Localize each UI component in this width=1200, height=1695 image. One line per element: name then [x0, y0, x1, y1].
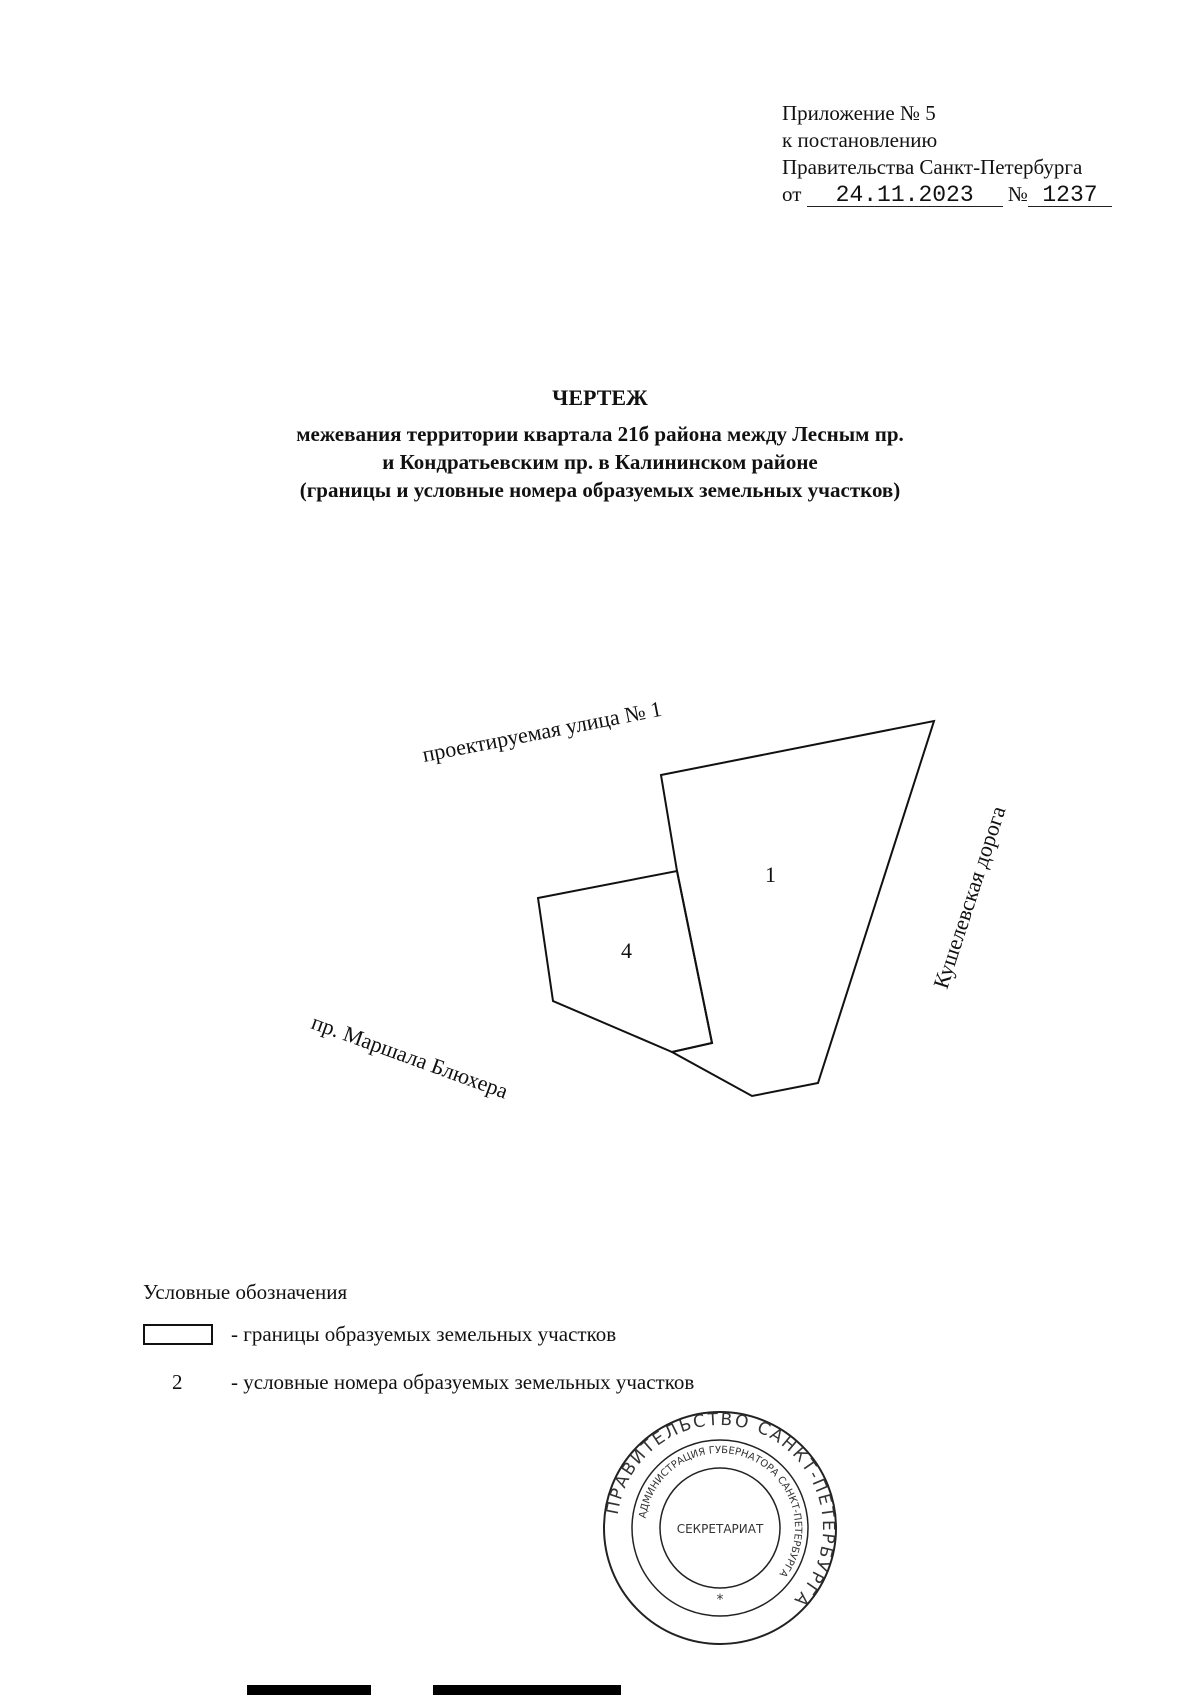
number-prefix: № [1007, 182, 1028, 206]
decree-number: 1237 [1028, 184, 1112, 207]
appendix-line-1: Приложение № 5 [782, 101, 936, 125]
legend-number-sample: 2 [172, 1370, 183, 1394]
legend-boundary-symbol [143, 1324, 213, 1345]
legend-boundary-text: - границы образуемых земельных участков [231, 1322, 617, 1346]
stamp-inner-text: АДМИНИСТРАЦИЯ ГУБЕРНАТОРА САНКТ-ПЕТЕРБУРГА [637, 1444, 804, 1579]
legend-title: Условные обозначения [143, 1280, 348, 1304]
street-label-right: Кушелевская дорога [927, 802, 1011, 992]
scan-edge-bar-right [433, 1685, 621, 1695]
stamp-outer-text: ПРАВИТЕЛЬСТВО САНКТ-ПЕТЕРБУРГА [602, 1409, 839, 1612]
title-line-3: (границы и условные номера образуемых земельных участков) [299, 478, 901, 502]
title-heading: ЧЕРТЕЖ [552, 385, 648, 410]
appendix-line-3: Правительства Санкт-Петербурга [782, 155, 1083, 179]
stamp-star: * [716, 1592, 724, 1608]
street-label-left: пр. Маршала Блюхера [308, 1009, 512, 1104]
decree-date: 24.11.2023 [807, 184, 1003, 207]
scan-edge-bar-left [247, 1685, 371, 1695]
date-prefix: от [782, 182, 802, 206]
legend-number-text: - условные номера образуемых земельных участков [231, 1370, 695, 1394]
street-label-top: проектируемая улица № 1 [420, 695, 664, 767]
official-stamp [600, 1408, 840, 1648]
title-line-2: и Кондратьевским пр. в Калининском районе [382, 450, 818, 474]
appendix-line-2: к постановлению [782, 128, 938, 152]
stamp-center-text: СЕКРЕТАРИАТ [676, 1522, 764, 1536]
parcel-1-boundary [661, 721, 934, 1096]
parcel-1-label: 1 [765, 862, 776, 887]
parcel-4-label: 4 [621, 938, 632, 963]
title-line-1: межевания территории квартала 21б района между Лесным пр. [296, 422, 904, 446]
